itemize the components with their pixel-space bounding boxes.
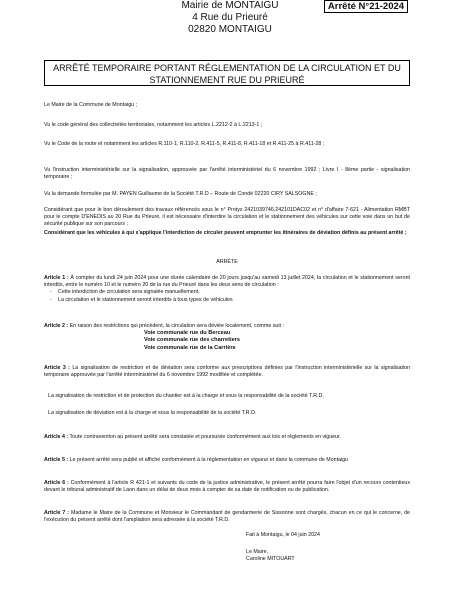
- article-3-protection: La signalisation de restriction et de protection du chantier est à la charge et sous la responsabilité de la société T.R.D.: [48, 393, 324, 399]
- article-2-label: Article 2 :: [44, 323, 69, 329]
- preamble-maire: Le Maire de la Commune de Montaigu ;: [44, 102, 138, 108]
- article-3-label: Article 3 :: [44, 365, 70, 371]
- article-5-label: Article 5 :: [44, 457, 69, 463]
- preamble-vu-cgct: Vu le code général des collectivités territoriales, notamment les articles L.2212-2 à L.2213-1 ;: [44, 122, 263, 128]
- title-line-1: ARRÊTÉ TEMPORAIRE PORTANT RÉGLEMENTATION DE LA CIRCULATION ET DU: [53, 63, 401, 73]
- title-line-2: STATIONNEMENT RUE DU PRIEURÉ: [149, 75, 305, 85]
- signature-name: Caroline MITOUART: [246, 556, 295, 562]
- article-5: [44, 457, 410, 464]
- article-6-text: Conformément à l'article R 421-1 et suivants du code de la justice administrative, le présent arrêté pourra faire l'objet d'un recours contentieux devant le tribunal administratif de Laon dans un délai de deux mois à compter de sa date de notification ou de publication.: [44, 480, 410, 494]
- signature-place-date: Fait à Montaigu, le 04 juin 2024: [246, 532, 320, 538]
- deviation-voie-berceau: Voie communale rue du Berceau: [144, 330, 231, 337]
- preamble-vu-instruction: Vu l'instruction interministérielle sur la signalisation, approuvée par l'arrêté interministériel du 6 novembre 1992 ; Livre I - 8ème partie - signalisation temporaire ;: [44, 167, 410, 181]
- deviation-voie-carriere: Voie communale rue de la Carrière: [144, 344, 236, 351]
- article-3: [44, 365, 410, 379]
- arrete-heading: ARRÊTE: [216, 259, 238, 265]
- mairie-name: Mairie de MONTAIGU: [181, 0, 279, 11]
- article-2-text: En raison des restrictions qui précèdent, la circulation sera déviée localement, comme suit :: [69, 323, 284, 329]
- deviation-voie-charretiers: Voie communale rue des charretiers: [144, 337, 240, 344]
- article-7-label: Article 7 :: [44, 510, 70, 516]
- preamble-considerant-deviation: Considérant que les véhicules à qui s'applique l'interdiction de circuler peuvent emprunter les itinéraires de déviation définis au présent arrêté ;: [44, 230, 407, 236]
- article-2: [44, 323, 410, 352]
- article-4-label: Article 4 :: [44, 434, 69, 440]
- article-3-text: La signalisation de restriction et de déviation sera conforme aux prescriptions définies par l'instruction interministérielle sur la signalisation temporaire approuvée par l'arrêté interministériel du 6 novembre 1992 modifiée et complétée.: [44, 365, 410, 379]
- mairie-street: 4 Rue du Prieuré: [192, 12, 268, 23]
- article-3-deviation: La signalisation de déviation est à la charge et sous la responsabilité de la société T.R.D.: [48, 410, 257, 416]
- preamble-vu-demande: Vu la demande formulée par M. PAYEN Guillaume de la Société T.R.D – Route de Condé 02220 CIRY SALSOGNE ;: [44, 191, 317, 197]
- article-6-label: Article 6 :: [44, 480, 69, 486]
- article-1-bullet-2: - La circulation et le stationnement seront interdits à tous types de véhicules: [44, 297, 410, 304]
- article-1-bullet-1: - Cette interdiction de circulation sera signalée manuellement,: [44, 289, 410, 296]
- article-4-text: Toute contravention au présent arrêté sera constatée et poursuivie conformément aux lois et règlements en vigueur.: [69, 434, 342, 440]
- article-4: [44, 434, 410, 441]
- mairie-city: 02820 MONTAIGU: [188, 24, 272, 35]
- arrete-number-box: Arrêté N°21-2024: [324, 0, 408, 13]
- signature-role: Le Maire,: [246, 549, 269, 555]
- article-1-text: À compter du lundi 24 juin 2024 pour une durée calendaire de 20 jours jusqu'au samedi 13 juillet 2024, la circulation et le stationnement seront interdits, entre le numéro 10 et le numéro 20 de la rue du Prieuré dans les deux sens de circulation :: [44, 275, 410, 289]
- preamble-vu-code-route: Vu le Code de la route et notamment les articles R.110-1, R.110-2, R.411-5, R.411-8, R.411-18 et R.411-25 à R.411-28 ;: [44, 141, 325, 147]
- preamble-considerant-travaux: Considérant que pour le bon déroulement des travaux référencés sous le n° Protys 2421039746.242101DAC02 et n° d'affaire 7-621 - Alimentation RMBT pour le compte D'ENEDIS au 20 Rue du Prieuré, il est nécessaire d'interdire la circulation et le stationnement des véhicules sur cette voie dans un but de sécurité publique sur son parcours ;: [44, 207, 410, 228]
- mairie-address: [155, 0, 305, 36]
- article-5-text: Le présent arrêté sera publié et affiché conformément à la réglementation en vigueur et dans la commune de Montaigu: [69, 457, 349, 463]
- article-1: [44, 275, 410, 304]
- article-1-label: Article 1 :: [44, 275, 69, 281]
- article-6: [44, 480, 410, 494]
- document-title-box: [44, 60, 410, 86]
- document-header: [0, 0, 450, 36]
- article-7-text: Madame le Maire de la Commune et Monsieur le Commandant de gendarmerie de Sissonne sont chargés, chacun en ce qui le concerne, de l'exécution du présent arrêté dont l'ampliation sera adressée à la société T.R.D.: [44, 510, 410, 524]
- article-7: [44, 510, 410, 524]
